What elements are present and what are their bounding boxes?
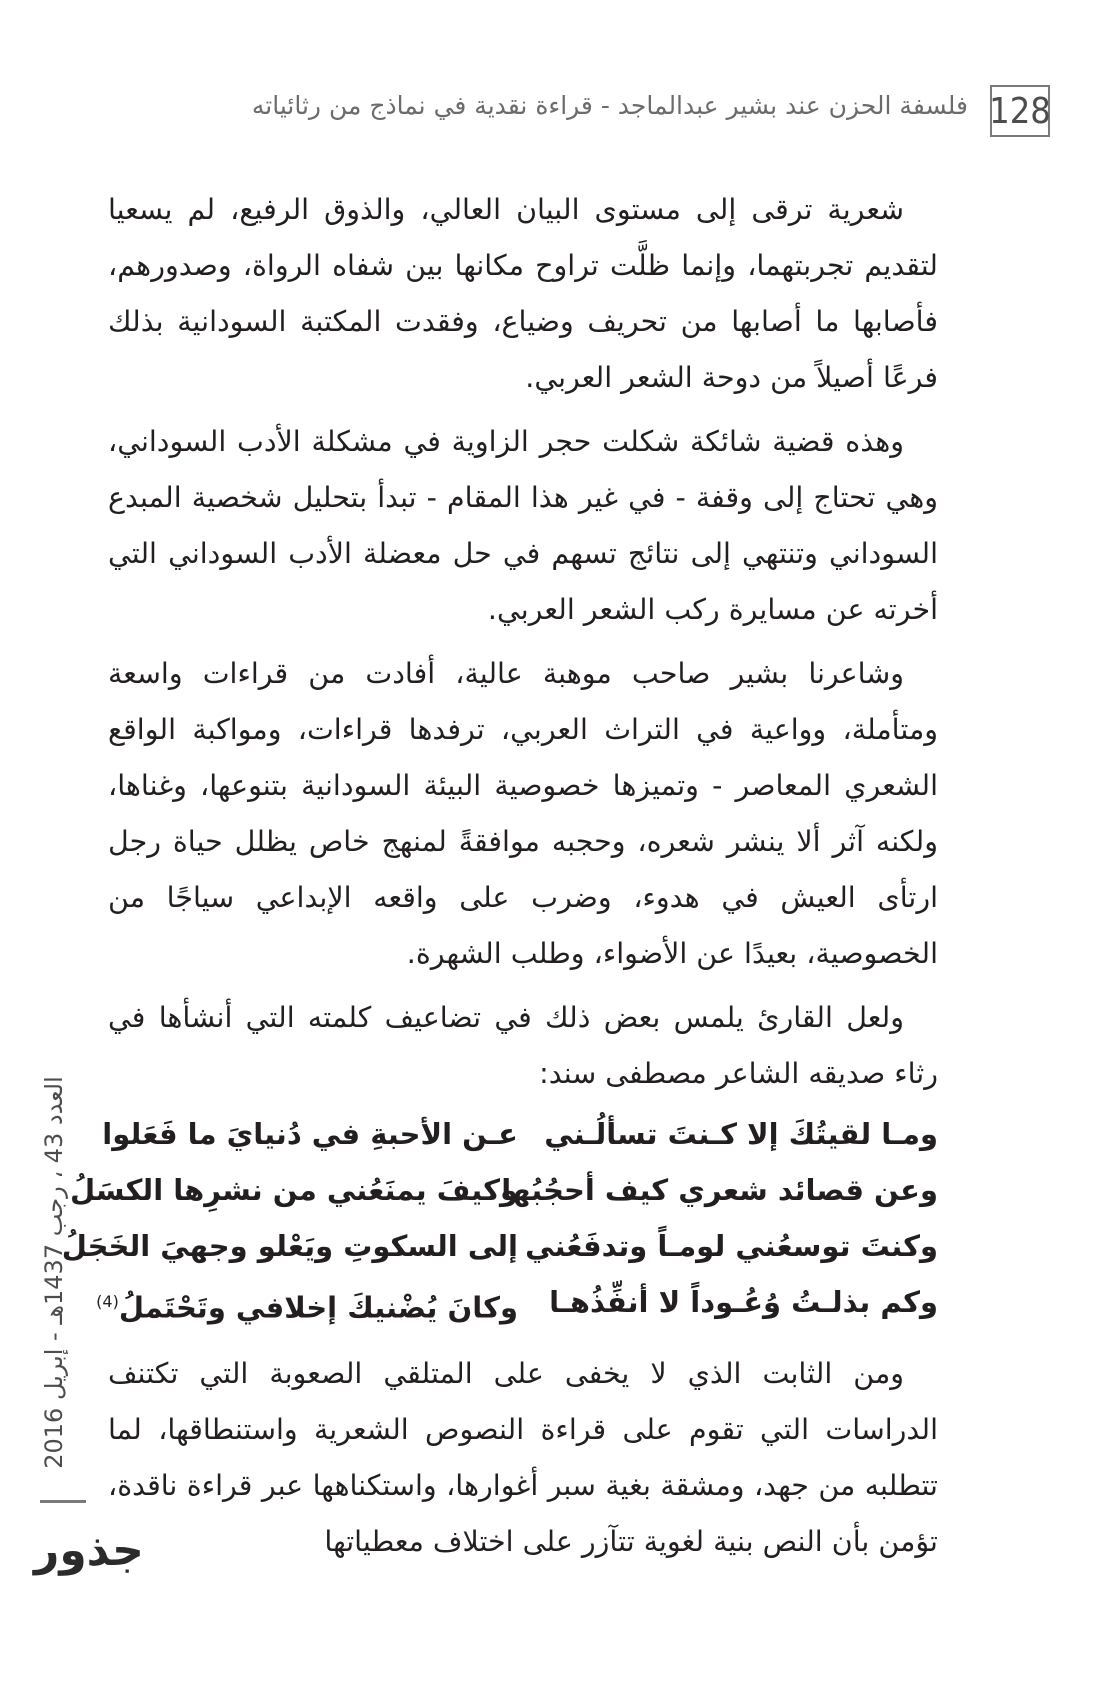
verse-second-hemistich: [96, 1274, 518, 1336]
poem-verse: [61, 1218, 938, 1274]
poem-verse: [96, 1274, 938, 1336]
page-number: 128: [990, 85, 1050, 137]
verse-second-hemistich: إلى السكوتِ ويَعْلو وجهيَ الخَجَلُ: [61, 1229, 518, 1263]
running-title: فلسفة الحزن عند بشير عبدالماجد - قراءة نقدية في نماذج من رثائياته: [251, 91, 968, 120]
issue-info: العدد 43 ، رجب 1437هـ - إبريل 2016: [40, 1076, 68, 1469]
poem-verse: [70, 1162, 938, 1218]
footnote-marker: (4): [96, 1292, 119, 1311]
paragraph: وشاعرنا بشير صاحب موهبة عالية، أفادت من قراءات واسعة ومتأملة، وواعية في التراث العربي، ترفدها قراءات، ومواكبة الواقع الشعري المعاصر - وتميزها خصوصية البيئة السودانية بتنوعها، وغناها، ولكنه آثر ألا ينشر شعره، وحجبه موافقةً لمنهج خاص يظلل حياة رجل ارتأى العيش في هدوء، وضرب على واقعه الإبداعي سياجًا من الخصوصية، بعيدًا عن الأضواء، وطلب الشهرة.: [108, 657, 938, 970]
verse-second-hemistich: عـن الأحبةِ في دُنيايَ ما فَعَلوا: [102, 1117, 518, 1151]
divider: [40, 1500, 86, 1503]
journal-logo: جذور: [34, 1525, 144, 1576]
verse-first-hemistich: وكنتَ توسعُني لومـاً وتدفَعُني: [525, 1229, 938, 1263]
verse-first-hemistich: ومـا لقيتُكَ إلا كـنتَ تسألُـني: [544, 1117, 938, 1151]
paragraph: ولعل القارئ يلمس بعض ذلك في تضاعيف كلمته التي أنشأها في رثاء صديقه الشاعر مصطفى سند:: [108, 1001, 938, 1090]
paragraph: شعرية ترقى إلى مستوى البيان العالي، والذوق الرفيع، لم يسعيا لتقديم تجربتهما، وإنما ظلَّت تراوح مكانها بين شفاه الرواة، وصدورهم، فأصابها ما أصابها من تحريف وضياع، وفقدت المكتبة السودانية بذلك فرعًا أصيلاً من دوحة الشعر العربي.: [108, 193, 938, 394]
poem-block: [61, 1106, 938, 1336]
verse-second-hemistich: وكيفَ يمنَعُني من نشرِها الكسَلُ: [70, 1173, 518, 1207]
poem-verse: [102, 1106, 938, 1162]
paragraph: وهذه قضية شائكة شكلت حجر الزاوية في مشكلة الأدب السوداني، وهي تحتاج إلى وقفة - في غير هذا المقام - تبدأ بتحليل شخصية المبدع السوداني وتنتهي إلى نتائج تسهم في حل معضلة الأدب السوداني التي أخرته عن مسايرة ركب الشعر العربي.: [108, 425, 938, 626]
verse-text: وكانَ يُضْنيكَ إخلافي وتَحْتَملُ: [118, 1290, 518, 1325]
paragraph: ومن الثابت الذي لا يخفى على المتلقي الصعوبة التي تكتنف الدراسات التي تقوم على قراءة النصوص الشعرية واستنطاقها، لما تتطلبه من جهد، ومشقة بغية سبر أغوارها، واستكناهها عبر قراءة ناقدة، تؤمن بأن النص بنية لغوية تتآزر على اختلاف معطياتها: [108, 1356, 938, 1558]
verse-first-hemistich: وكم بذلـتُ وُعُـوداً لا أنفِّذُهـا: [549, 1285, 938, 1319]
verse-first-hemistich: وعن قصائد شعري كيف أحجُبُها: [501, 1173, 938, 1207]
